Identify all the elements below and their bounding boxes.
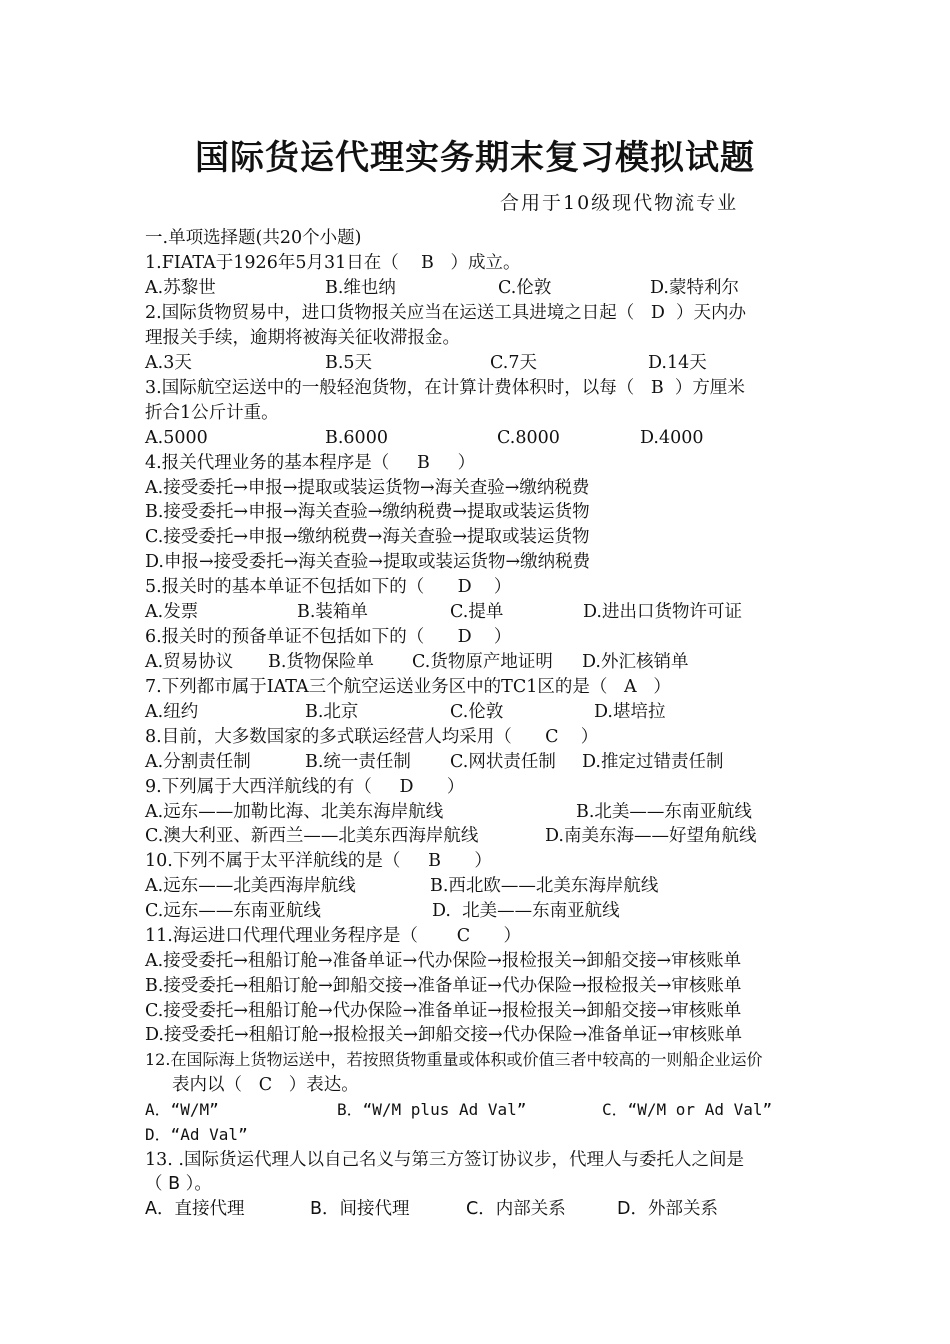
question-8: 8.目前，大多数国家的多式联运经营人均采用（ C ） [145, 727, 599, 747]
q11-option-d: D.接受委托→租船订舱→报检报关→卸船交接→代办保险→准备单证→审核账单 [145, 1025, 742, 1045]
question-3-line-1: 3.国际航空运送中的一般轻泡货物，在计算计费体积时，以每（ B ）方厘米 [145, 378, 745, 398]
q3-option-b: B.6000 [325, 428, 388, 448]
q9-option-b: B.北美——东南亚航线 [576, 802, 752, 822]
question-9: 9.下列属于大西洋航线的有（ D ） [145, 777, 465, 797]
question-1: 1.FIATA于1926年5月31日在（ B ）成立。 [145, 253, 521, 273]
q12-option-d: D．“Ad Val” [145, 1125, 248, 1144]
q9-option-d: D.南美东海——好望角航线 [545, 826, 757, 846]
question-12-line-2: 表内以（ C ）表达。 [172, 1075, 359, 1095]
q2-option-d: D.14天 [648, 353, 707, 373]
q10-option-b: B.西北欧——北美东海岸航线 [430, 876, 659, 896]
q8-option-d: D.推定过错责任制 [582, 752, 724, 772]
q8-option-c: C.网状责任制 [450, 752, 556, 772]
q7-option-c: C.伦敦 [450, 702, 504, 722]
q2-option-c: C.7天 [490, 353, 537, 373]
q3-option-a: A.5000 [145, 428, 208, 448]
q2-option-b: B.5天 [325, 353, 373, 373]
q13-option-b: B．间接代理 [310, 1199, 410, 1219]
q13-option-c: C．内部关系 [466, 1199, 566, 1219]
q5-option-c: C.提单 [450, 602, 504, 622]
q3-option-d: D.4000 [640, 428, 704, 448]
q6-option-b: B.货物保险单 [268, 652, 374, 672]
page-title: 国际货运代理实务期末复习模拟试题 [195, 138, 755, 178]
q8-option-a: A.分割责任制 [145, 752, 251, 772]
q2-option-a: A.3天 [145, 353, 192, 373]
q12-option-a: A．“W/M” [145, 1100, 219, 1119]
q13-option-d: D．外部关系 [617, 1199, 718, 1219]
page-subtitle: 合用于10级现代物流专业 [500, 192, 739, 214]
question-6: 6.报关时的预备单证不包括如下的（ D ） [145, 627, 512, 647]
q7-option-a: A.纽约 [145, 702, 199, 722]
q12-option-b: B．“W/M plus Ad Val” [337, 1100, 527, 1119]
q4-option-b: B.接受委托→申报→海关查验→缴纳税费→提取或装运货物 [145, 502, 590, 522]
q1-option-b: B.维也纳 [325, 278, 396, 298]
q11-option-b: B.接受委托→租船订舱→卸船交接→准备单证→代办保险→报检报关→审核账单 [145, 976, 742, 996]
q3-option-c: C.8000 [497, 428, 560, 448]
q6-option-d: D.外汇核销单 [582, 652, 689, 672]
section-heading: 一.单项选择题(共20个小题) [145, 228, 362, 248]
q11-option-c: C.接受委托→租船订舱→代办保险→准备单证→报检报关→卸船交接→审核账单 [145, 1001, 742, 1021]
question-12-line-1: 12.在国际海上货物运送中，若按照货物重量或体积或价值三者中较高的一则船企业运价 [145, 1050, 763, 1069]
q4-option-a: A.接受委托→申报→提取或装运货物→海关查验→缴纳税费 [145, 478, 590, 498]
q1-option-d: D.蒙特利尔 [650, 278, 739, 298]
question-3-line-2: 折合1公斤计重。 [145, 403, 279, 423]
question-4: 4.报关代理业务的基本程序是（ B ） [145, 453, 476, 473]
q7-option-b: B.北京 [305, 702, 359, 722]
q6-option-c: C.货物原产地证明 [412, 652, 553, 672]
question-2-line-2: 理报关手续，逾期将被海关征收滞报金。 [145, 328, 460, 348]
q6-option-a: A.贸易协议 [145, 652, 234, 672]
question-10: 10.下列不属于太平洋航线的是（ B ） [145, 851, 492, 871]
question-7: 7.下列都市属于IATA三个航空运送业务区中的TC1区的是（ A ） [145, 677, 671, 697]
q8-option-b: B.统一责任制 [305, 752, 411, 772]
question-13-line-2: （ B ）。 [145, 1174, 212, 1194]
q1-option-a: A.苏黎世 [145, 278, 216, 298]
q10-option-a: A.远东——北美西海岸航线 [145, 876, 356, 896]
q13-option-a: A．直接代理 [145, 1199, 245, 1219]
q11-option-a: A.接受委托→租船订舱→准备单证→代办保险→报检报关→卸船交接→审核账单 [145, 951, 742, 971]
q5-option-b: B.装箱单 [297, 602, 368, 622]
q9-option-c: C.澳大利亚、新西兰——北美东西海岸航线 [145, 826, 479, 846]
q10-option-c: C.远东——东南亚航线 [145, 901, 321, 921]
question-13-line-1: 13. .国际货运代理人以自己名义与第三方签订协议步，代理人与委托人之间是 [145, 1150, 744, 1170]
question-11: 11.海运进口代理代理业务程序是（ C ） [145, 926, 522, 946]
q1-option-c: C.伦敦 [498, 278, 552, 298]
q9-option-a: A.远东——加勒比海、北美东海岸航线 [145, 802, 444, 822]
q12-option-c: C．“W/M or Ad Val” [602, 1100, 773, 1119]
q5-option-a: A.发票 [145, 602, 199, 622]
question-5: 5.报关时的基本单证不包括如下的（ D ） [145, 577, 512, 597]
q4-option-c: C.接受委托→申报→缴纳税费→海关查验→提取或装运货物 [145, 527, 590, 547]
q4-option-d: D.申报→接受委托→海关查验→提取或装运货物→缴纳税费 [145, 552, 591, 572]
q7-option-d: D.堪培拉 [594, 702, 666, 722]
question-2-line-1: 2.国际货物贸易中，进口货物报关应当在运送工具进境之日起（ D ）天内办 [145, 303, 747, 323]
q10-option-d: D. 北美——东南亚航线 [432, 901, 620, 921]
q5-option-d: D.进出口货物许可证 [583, 602, 742, 622]
